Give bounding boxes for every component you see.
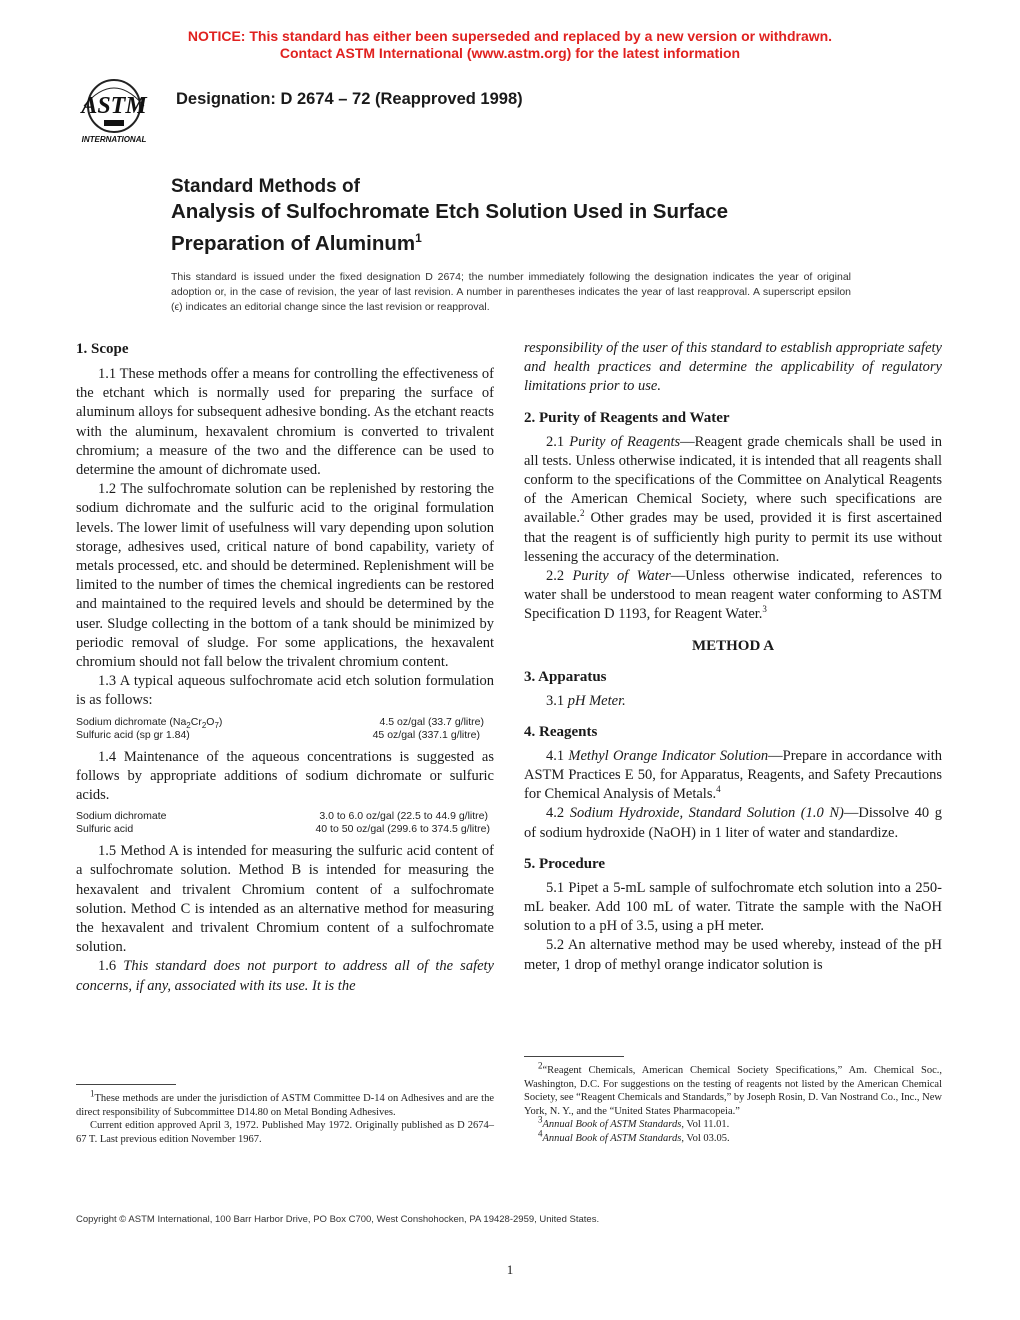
right-column [524, 339, 942, 975]
astm-logo-icon [66, 76, 162, 146]
para-1-3: 1.3 A typical aqueous sulfochromate acid etch solution formulation is as follows: [76, 673, 494, 709]
page-number: 1 [506, 1262, 514, 1277]
formulation-table [76, 716, 494, 742]
footnote-4: 4Annual Book of ASTM Standards, Vol 03.05. [538, 1128, 730, 1144]
table-row [76, 823, 494, 836]
table-cell: Sulfuric acid [76, 823, 134, 836]
para-1-4: 1.4 Maintenance of the aqueous concentrations is suggested as follows by appropriate additions of sodium dichromate or sulfuric acids. [76, 748, 494, 804]
logo-subtext: INTERNATIONAL [81, 135, 147, 144]
left-column [76, 340, 494, 996]
title-line-1: Standard Methods of [171, 176, 360, 197]
para-2-2: 2.2 Purity of Water—Unless otherwise indicated, references to water shall be understood to mean reagent water conforming to ASTM Specification D 1193, for Reagent Water.$^3$ [524, 568, 942, 623]
para-1-1: 1.1 These methods offer a means for controlling the effectiveness of the etchant which is normally used for preparing the surface of aluminum alloys for subsequent adhesive bonding. As the etchant reacts with the aluminum, hexavalent chromium is converted to trivalent chromium; a measure of the two and the difference can be used to determine the amount of dichromate used. [76, 366, 494, 479]
footnote-divider [76, 1084, 176, 1085]
title-line-3: Preparation of Aluminum [171, 231, 416, 255]
footnote-divider [524, 1056, 624, 1057]
title-line-2: Analysis of Sulfochromate Etch Solution Used in Surface [171, 200, 729, 223]
title-footnote-ref: 1 [415, 231, 422, 245]
para-2-1: 2.1 Purity of Reagents—Reagent grade chemicals shall be used in all tests. Unless otherwise indicated, it is intended that all reagents shall conform to the specifications of the Committee on Analytical Reagents of the American Chemical Society, where such specifications are available.$^2$ Other grades may be used, provided it is first ascertained that the reagent is of sufficiently high purity to permit its use without lessening the accuracy of the determination. [524, 433, 943, 565]
designation: Designation: D 2674 – 72 (Reapproved 1998) [176, 90, 523, 108]
section-5-heading: 5. Procedure [524, 855, 606, 872]
para-4-2: 4.2 Sodium Hydroxide, Standard Solution (1.0 N)—Dissolve 40 g of sodium hydroxide (NaOH) in 1 liter of water and standardize. [524, 805, 943, 841]
para-1-6-cont: responsibility of the user of this standard to establish appropriate safety and health practices and determine the applicability of regulatory limitations prior to use. [524, 340, 942, 395]
footnote-1: 1These methods are under the jurisdiction of ASTM Committee D-14 on Adhesives and are the direct responsibility of Subcommittee D14.80 on Metal Bonding Adhesives. [76, 1088, 494, 1118]
footnote-1-cont: Current edition approved April 3, 1972. Published May 1972. Originally published as D 2674–67 T. Last previous edition November 1967. [76, 1120, 494, 1145]
table-row [76, 716, 494, 729]
section-1-heading: 1. Scope [76, 341, 129, 357]
left-footnotes [76, 1088, 494, 1146]
section-2-heading: 2. Purity of Reagents and Water [524, 409, 730, 426]
para-1-5: 1.5 Method A is intended for measuring the sulfuric acid content of a sulfochromate solution. Method B is intended for measuring the hexavalent and trivalent Chromium content of a sulfochromate solution. Method C is intended as an alternative method for measuring the hexavalent and trivalent Chromium content of a sulfochromate solution. [76, 843, 494, 956]
para-5-2: 5.2 An alternative method may be used whereby, instead of the pH meter, 1 drop of methyl orange indicator solution is [524, 937, 942, 973]
notice-line-2: Contact ASTM International (www.astm.org) for the latest information [279, 45, 741, 61]
right-footnotes [524, 1060, 942, 1145]
table-cell: 45 oz/gal (337.1 g/litre) [372, 728, 480, 741]
maintenance-table [76, 810, 494, 836]
table-cell: Sodium dichromate $(Na_2Cr_2O_7)$ [76, 715, 223, 730]
para-5-1: 5.1 Pipet a 5-mL sample of sulfochromate etch solution into a 250-mL beaker. Add 100 mL of water. Titrate the sample with the NaOH solution to a pH of 3.5, using a pH meter. [524, 879, 942, 935]
table-row [76, 810, 494, 823]
notice-line-1: NOTICE: This standard has either been superseded and replaced by a new version or withdrawn. [187, 28, 833, 44]
copyright: Copyright © ASTM International, 100 Barr Harbor Drive, PO Box C700, West Conshohocken, PA 19428-2959, United States. [76, 1214, 600, 1225]
table-cell: 40 to 50 oz/gal (299.6 to 374.5 g/litre) [315, 823, 490, 836]
para-1-6: 1.6 This standard does not purport to address all of the safety concerns, if any, associated with its use. It is the [76, 958, 494, 994]
footnote-2: 2“Reagent Chemicals, American Chemical Society Specifications,” Am. Chemical Soc., Washington, D.C. For suggestions on the testing of reagents not listed by the American Chemical Society, see “Reagent Chemicals and Standards,” by Joseph Rosin, D. Van Nostrand Co., Inc., New York, N. Y., and the “United States Pharmacopeia.” [524, 1060, 942, 1117]
para-3-1: 3.1 pH Meter. [546, 692, 626, 709]
method-a-heading: METHOD A [691, 637, 775, 654]
table-cell: 4.5 oz/gal (33.7 g/litre) [379, 715, 484, 728]
table-cell: 3.0 to 6.0 oz/gal (22.5 to 44.9 g/litre) [319, 810, 488, 823]
table-row [76, 729, 494, 742]
logo-text: ASTM [81, 93, 147, 119]
footnote-3: 3Annual Book of ASTM Standards, Vol 11.01. [538, 1114, 730, 1130]
section-3-heading: 3. Apparatus [524, 668, 607, 685]
para-1-2: 1.2 The sulfochromate solution can be replenished by restoring the sodium dichromate and the sulfuric acid to the original formulation levels. The lower limit of usefulness will vary depending upon solution storage, adhesives used, critical nature of bond capability, variety of metals processed, etc. and should be determined. Replenishment will be limited to the number of times the chemical ingredients can be restored and maintained to the required levels and should be determined by the user. Sludge collecting in the bottom of a tank should be minimized by periodic removal of sludge. For some applications, the hexavalent chromium should not fall below the trivalent chromium content. [76, 481, 494, 671]
section-4-heading: 4. Reagents [524, 723, 598, 740]
para-4-1: 4.1 Methyl Orange Indicator Solution—Prepare in accordance with ASTM Practices E 50, for Apparatus, Reagents, and Safety Precautions for Chemical Analysis of Metals.$^4$ [524, 747, 943, 803]
table-cell: Sodium dichromate [76, 810, 167, 823]
intro-note: This standard is issued under the fixed designation D 2674; the number immediately following the designation indicates the year of original adoption or, in the case of revision, the year of last revision. A number in parentheses indicates the year of last reapproval. A superscript epsilon (ϵ) indicates an editorial change since the last revision or reapproval. [171, 271, 851, 313]
table-cell: Sulfuric acid (sp gr 1.84) [76, 728, 190, 741]
document-title [171, 175, 931, 257]
